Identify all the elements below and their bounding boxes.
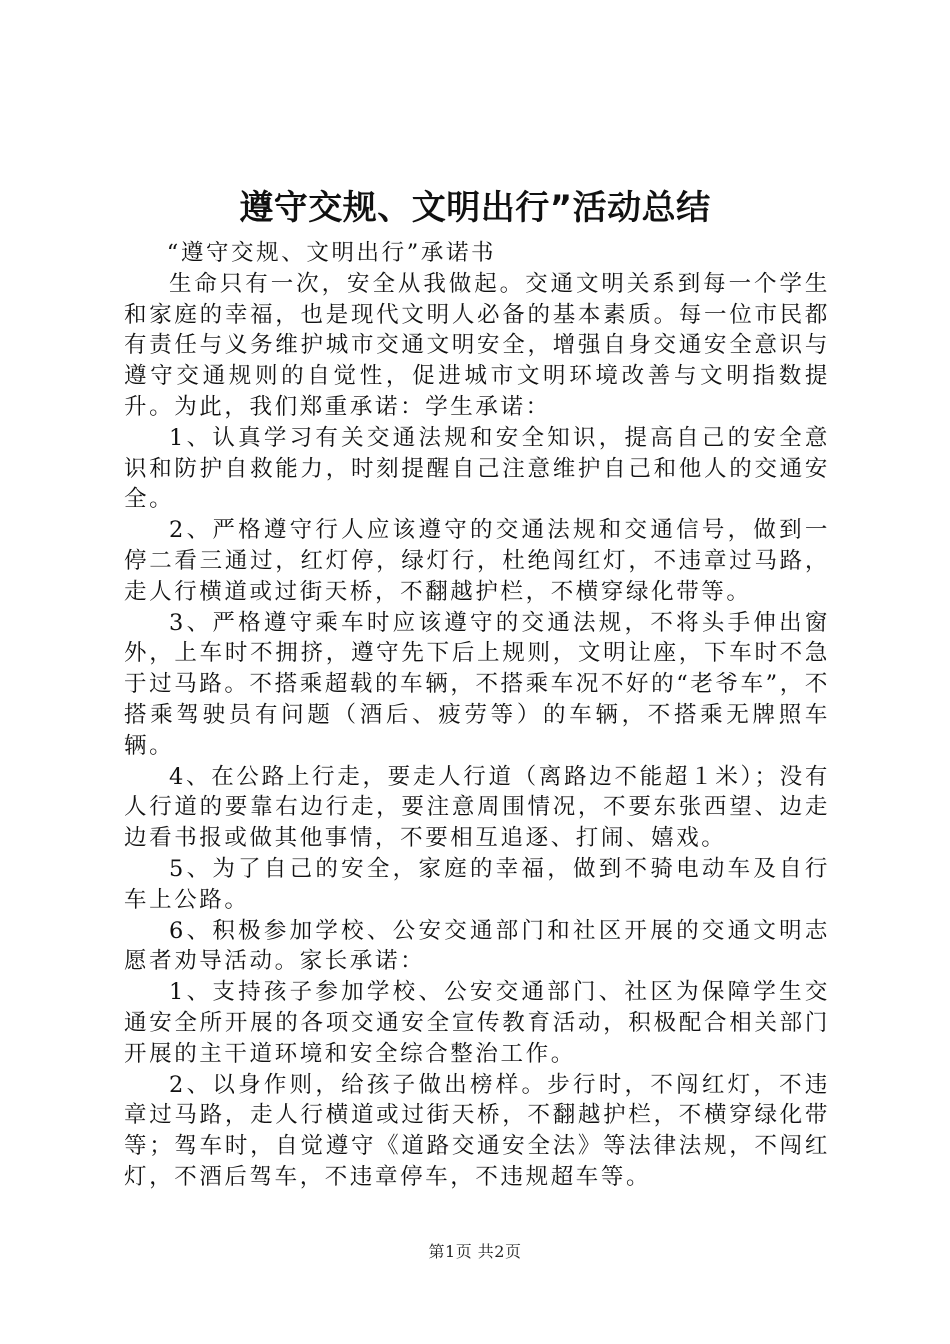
student-pledge-1: 1、认真学习有关交通法规和安全知识，提高自己的安全意识和防护自救能力，时刻提醒自己注意维护自己和他人的交通安全。 xyxy=(124,424,830,513)
parent-pledge-1: 1、支持孩子参加学校、公安交通部门、社区为保障学生交通安全所开展的各项交通安全宣传教育活动，积极配合相关部门开展的主干道环境和安全综合整治工作。 xyxy=(124,979,830,1067)
intro-paragraph: 生命只有一次，安全从我做起。交通文明关系到每一个学生和家庭的幸福，也是现代文明人必备的基本素质。每一位市民都有责任与义务维护城市交通文明安全，增强自身交通安全意识与遵守交通规则的自觉性，促进城市文明环境改善与文明指数提升。为此，我们郑重承诺：学生承诺： xyxy=(124,270,830,420)
student-pledge-4: 4、在公路上行走，要走人行道（离路边不能超１米）；没有人行道的要靠右边行走，要注意周围情况，不要东张西望、边走边看书报或做其他事情，不要相互追逐、打闹、嬉戏。 xyxy=(124,763,830,852)
student-pledge-2: 2、严格遵守行人应该遵守的交通法规和交通信号，做到一停二看三通过，红灯停，绿灯行，杜绝闯红灯，不违章过马路，走人行横道或过街天桥，不翻越护栏，不横穿绿化带等。 xyxy=(124,517,830,605)
pledge-heading: “遵守交规、文明出行”承诺书 xyxy=(166,240,497,266)
page-number-footer: 第1页 共2页 xyxy=(428,1242,522,1261)
student-pledge-6: 6、积极参加学校、公安交通部门和社区开展的交通文明志愿者劝导活动。家长承诺： xyxy=(124,917,830,975)
student-pledge-3: 3、严格遵守乘车时应该遵守的交通法规，不将头手伸出窗外，上车时不拥挤，遵守先下后上规则，文明让座，下车时不急于过马路。不搭乘超载的车辆，不搭乘车况不好的“老爷车”，不搭乘驾驶员有问题（酒后、疲劳等）的车辆，不搭乘无牌照车辆。 xyxy=(124,609,830,759)
document-title: 遵守交规、文明出行”活动总结 xyxy=(239,188,711,228)
document-body xyxy=(124,238,830,1193)
parent-pledge-2: 2、以身作则，给孩子做出榜样。步行时，不闯红灯，不违章过马路，走人行横道或过街天桥，不翻越护栏，不横穿绿化带等；驾车时，自觉遵守《道路交通安全法》等法律法规，不闯红灯，不酒后驾车，不违章停车，不违规超车等。 xyxy=(124,1071,830,1190)
student-pledge-5: 5、为了自己的安全，家庭的幸福，做到不骑电动车及自行车上公路。 xyxy=(124,855,830,913)
